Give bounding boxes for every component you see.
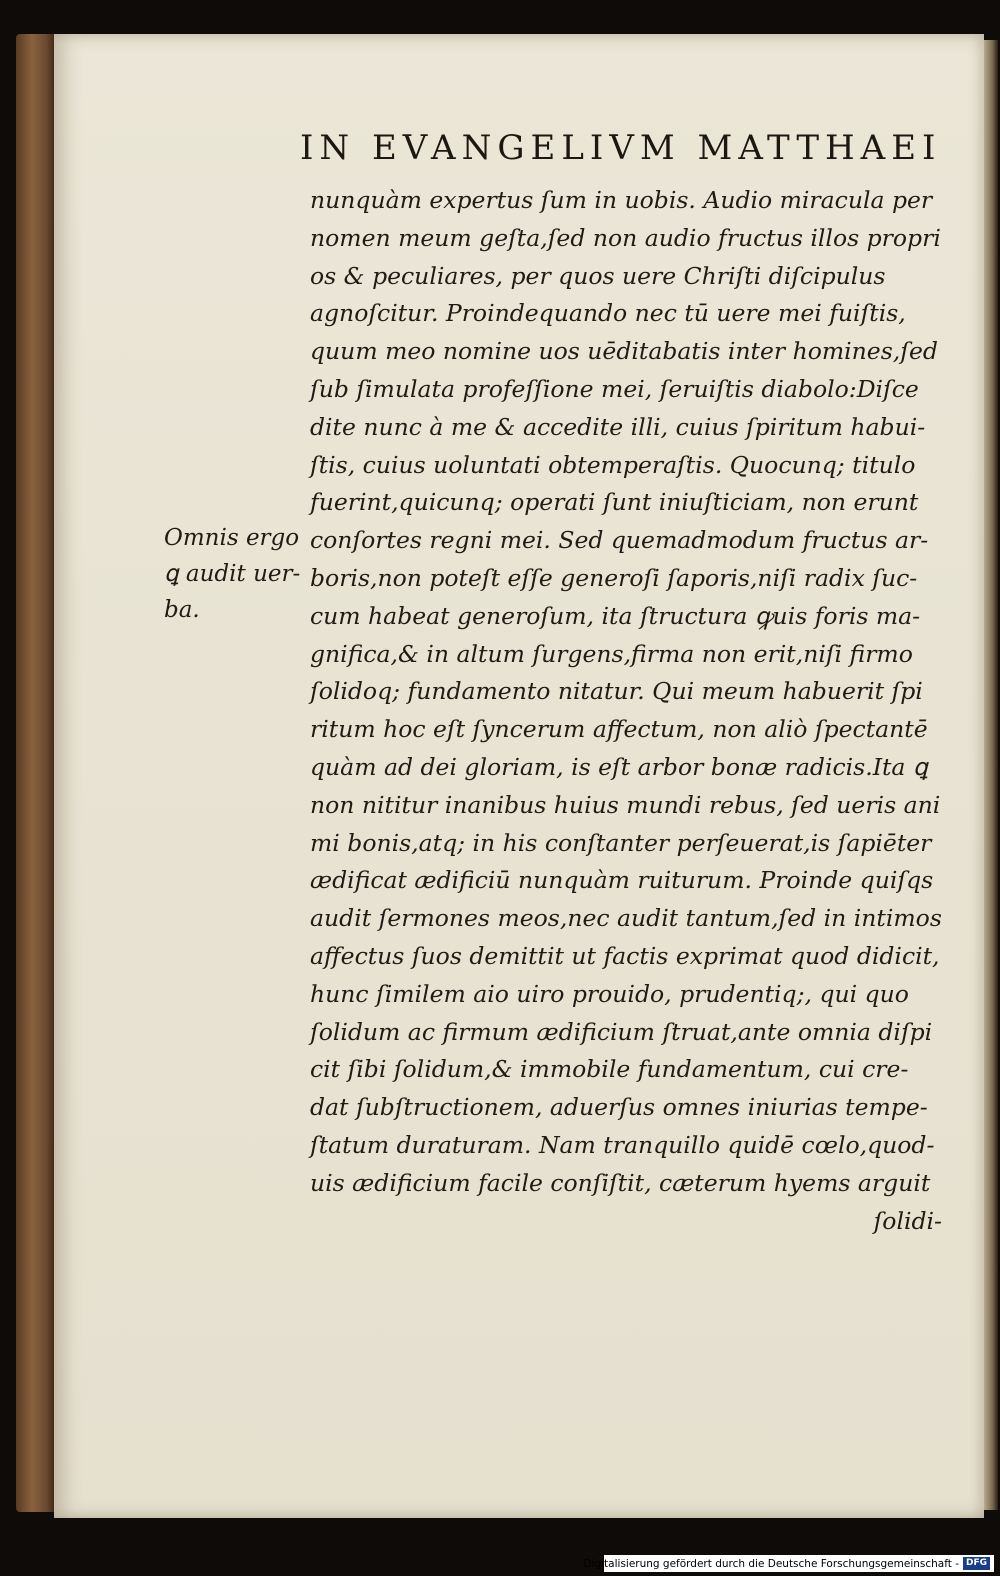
text-line: ritum hoc eſt ſyncerum affectum, non aliò ſpectantē (310, 715, 928, 744)
text-line: nomen meum geſta,ſed non audio fructus illos propri (310, 223, 941, 252)
book-binding (16, 34, 56, 1512)
text-line: dite nunc à me & accedite illi, cuius ſpiritum habui- (310, 412, 926, 441)
text-line: ſolidum ac firmum ædificium ſtruat,ante omnia diſpi (310, 1017, 933, 1046)
text-line: dat ſubſtructionem, aduerſus omnes iniurias tempe- (310, 1093, 928, 1122)
marginal-note (164, 520, 304, 628)
text-line: nunquàm expertus ſum in uobis. Audio miracula per (310, 186, 933, 214)
text-line: fuerint,quicunq; operati ſunt iniuſticiam, non erunt (310, 488, 919, 517)
text-line: ſub ſimulata profeſſione mei, ſeruiſtis diabolo:Diſce (310, 374, 919, 403)
text-line: quum meo nomine uos uēditabatis inter homines,ſed (310, 337, 938, 366)
text-line: ſtis, cuius uoluntati obtemperaſtis. Quocunq; titulo (310, 450, 916, 479)
marginal-note-line: Omnis ergo (164, 525, 300, 551)
text-line: ſolidoq; fundamento nitatur. Qui meum habuerit ſpi (310, 677, 923, 706)
text-line: hunc ſimilem aio uiro prouido, prudentiq;, qui quo (310, 979, 909, 1008)
text-line: cum habeat generoſum, ita ſtructura ꝙuis foris ma- (310, 601, 921, 630)
running-head: IN EVANGELIVM MATTHAEI (300, 128, 942, 168)
text-line: boris,non poteſt eſſe generoſi ſaporis,niſi radix ſuc- (310, 563, 918, 592)
text-line: non nititur inanibus huius mundi rebus, ſed ueris ani (310, 790, 941, 819)
text-line: uis ædificium facile conſiſtit, cæterum hyems arguit (310, 1168, 931, 1197)
text-line: agnoſcitur. Proindequando nec tū uere mei fuiſtis, (310, 299, 906, 328)
text-line: ædificat ædificiū nunquàm ruiturum. Proinde quiſqs (310, 866, 934, 895)
text-line: ſtatum duraturam. Nam tranquillo quidē cœlo,quod- (310, 1130, 935, 1159)
text-line: os & peculiares, per quos uere Chriſti diſcipulus (310, 261, 886, 290)
marginal-note-line: ba. (164, 597, 200, 623)
text-line: affectus ſuos demittit ut factis exprimat quod didicit, (310, 941, 940, 970)
text-line: cit ſibi ſolidum,& immobile fundamentum, cui cre- (310, 1055, 909, 1084)
text-line: gnifica,& in altum ſurgens,firma non erit,niſi firmo (310, 639, 913, 668)
footer-credit: Digitalisierung gefördert durch die Deutsche Forschungsgemeinschaft - (583, 1557, 959, 1570)
text-line: quàm ad dei gloriam, is eſt arbor bonæ radicis.Ita ꝗ (310, 752, 928, 781)
text-line: conſortes regni mei. Sed quemadmodum fructus ar- (310, 526, 929, 555)
dfg-logo: DFG (963, 1557, 990, 1570)
digitization-footer (583, 1555, 994, 1572)
body-text (310, 182, 950, 1240)
marginal-note-line: ꝗ audit uer- (164, 561, 301, 587)
catchword: ſolidi- (873, 1206, 942, 1235)
text-line: audit ſermones meos,nec audit tantum,ſed in intimos (310, 904, 942, 933)
page-edge (984, 40, 998, 1510)
text-line: mi bonis,atq; in his conſtanter perſeuerat,is ſapiēter (310, 828, 932, 857)
